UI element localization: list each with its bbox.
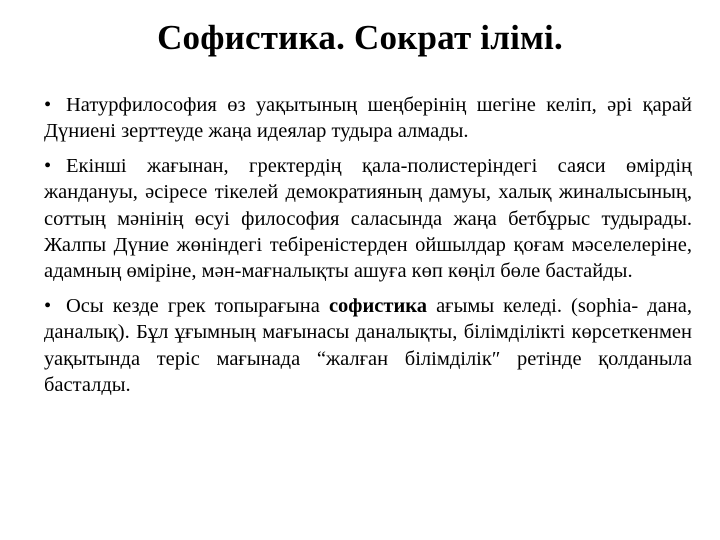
bullet-marker: • (44, 154, 52, 177)
bullet-paragraph-3 (44, 293, 692, 399)
paragraph-text-lead: Осы кезде грек топырағына (66, 294, 329, 317)
bullet-marker: • (44, 94, 52, 116)
bullet-paragraph-1 (44, 92, 692, 145)
slide-title: Софистика. Сократ ілімі. (157, 18, 563, 57)
slide-body (44, 92, 692, 406)
term-sophistry: софистика (328, 294, 428, 317)
paragraph-text: Натурфилософия өз уақытының шеңберінің шегіне келіп, әрі қарай Дүниені зерттеуде жаңа идеялар тудыра алмады. (44, 94, 692, 143)
paragraph-text: Екінші жағынан, гректердің қала-полистеріндегі саяси өмірдің жандануы, әсіресе тікелей демократияның дамуы, халық жиналысының, соттың мәнінің өсуі философия саласында жаңа бетбұрыс тудырады. Жалпы Дүние жөніндегі тебіреністерден ойшылдар қоғам мәселелеріне, адамның өміріне, мән-мағналықты ашуға көп көңіл бөле бастайды. (44, 154, 692, 283)
bullet-marker: • (44, 294, 52, 317)
bullet-paragraph-2 (44, 153, 692, 285)
paragraph-text-rest: ағымы келеді. (sophia- дана, даналық). Бұл ұғымның мағынасы даналықты, білімділікті көрсеткенмен уақытында теріс мағынада “жалған білімділік″ ретінде қолданыла басталды. (44, 294, 692, 397)
